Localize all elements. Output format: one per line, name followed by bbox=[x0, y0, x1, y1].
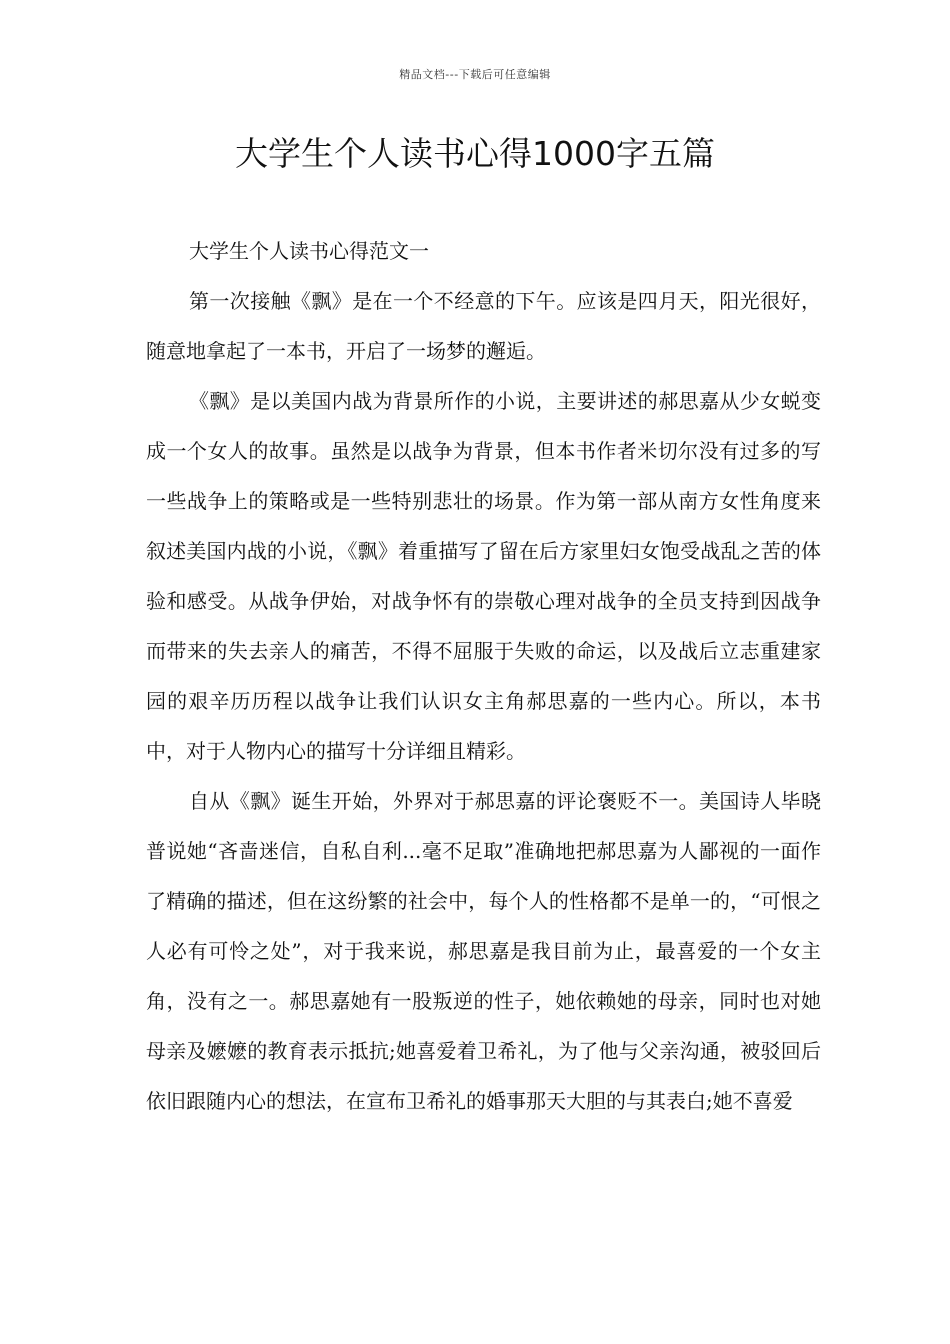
paragraph-3: 自从《飘》诞生开始，外界对于郝思嘉的评论褒贬不一。美国诗人毕晓普说她“吝啬迷信，自私自利...毫不足取”准确地把郝思嘉为人鄙视的一面作了精确的描述，但在这纷繁的社会中，每个人的性格都不是单一的，“可恨之人必有可怜之处”，对于我来说，郝思嘉是我目前为止，最喜爱的一个女主角，没有之一。郝思嘉她有一股叛逆的性子，她依赖她的母亲，同时也对她母亲及嬷嬷的教育表示抵抗;她喜爱着卫希礼，为了他与父亲沟通，被驳回后依旧跟随内心的想法，在宣布卫希礼的婚事那天大胆的与其表白;她不喜爱 bbox=[146, 789, 821, 1113]
paragraph-1: 第一次接触《飘》是在一个不经意的下午。应该是四月天，阳光很好，随意地拿起了一本书，开启了一场梦的邂逅。 bbox=[146, 289, 821, 363]
document-body bbox=[146, 226, 821, 1126]
document-title: 大学生个人读书心得1000字五篇 bbox=[235, 134, 715, 173]
header-note: 精品文档---下载后可任意编辑 bbox=[399, 68, 551, 81]
section-heading: 大学生个人读书心得范文一 bbox=[189, 239, 429, 263]
paragraph-2: 《飘》是以美国内战为背景所作的小说，主要讲述的郝思嘉从少女蜕变成一个女人的故事。虽然是以战争为背景，但本书作者米切尔没有过多的写一些战争上的策略或是一些特别悲壮的场景。作为第一部从南方女性角度来叙述美国内战的小说，《飘》着重描写了留在后方家里妇女饱受战乱之苦的体验和感受。从战争伊始，对战争怀有的崇敬心理对战争的全员支持到因战争而带来的失去亲人的痛苦，不得不屈服于失败的命运，以及战后立志重建家园的艰辛历历程以战争让我们认识女主角郝思嘉的一些内心。所以，本书中，对于人物内心的描写十分详细且精彩。 bbox=[146, 389, 821, 763]
